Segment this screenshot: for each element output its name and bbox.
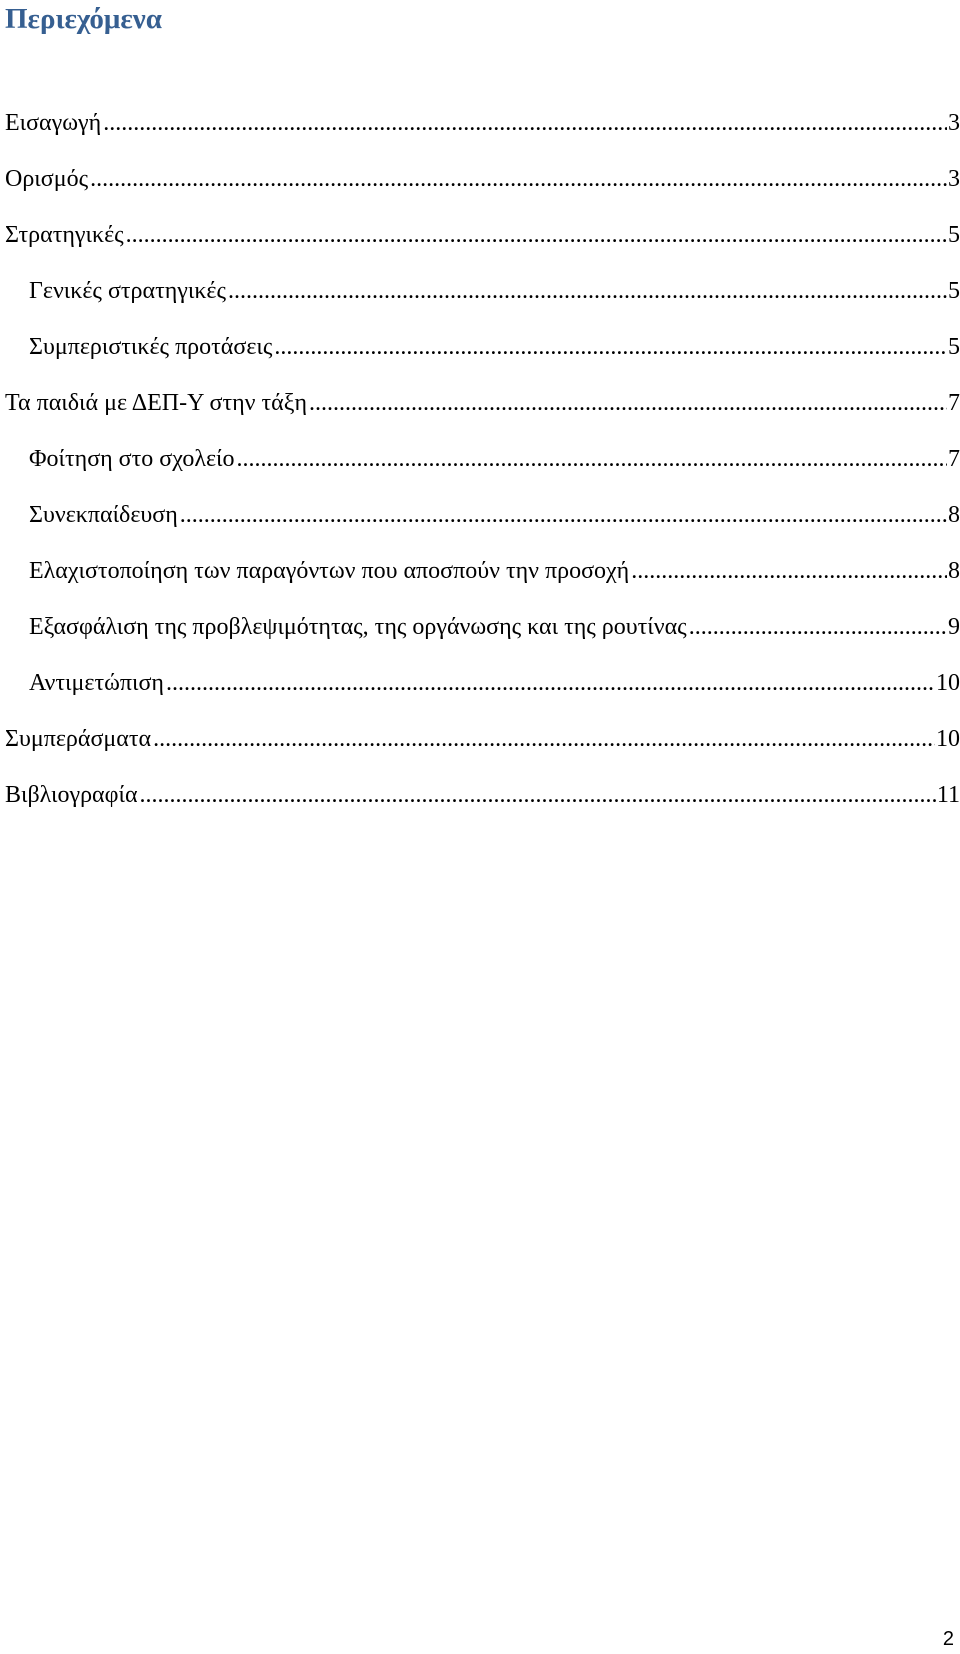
toc-entry-antimetopisi[interactable] [29, 669, 960, 697]
toc-entry-elaxistopoiisi[interactable] [29, 557, 960, 585]
toc-entry-page: 5 [948, 334, 960, 360]
toc-entry-vivliografia[interactable] [5, 781, 960, 809]
toc-entry-label: Εξασφάλιση της προβλεψιμότητας, της οργάνωσης και της ρουτίνας [29, 614, 687, 640]
toc-entry-page: 5 [948, 278, 960, 304]
toc-entry-paidia-stin-taxi[interactable] [5, 389, 960, 417]
page-number: 2 [942, 1628, 954, 1650]
toc-entry-symperistikes-protaseis[interactable] [29, 333, 960, 361]
toc-entry-strategikes[interactable] [5, 221, 960, 249]
toc-dot-leader [631, 557, 947, 585]
toc-entry-page: 9 [948, 614, 960, 640]
toc-entry-foitisi[interactable] [29, 445, 960, 473]
toc-dot-leader [237, 445, 948, 473]
page-title: Περιεχόμενα [5, 3, 162, 35]
toc-entry-page: 11 [936, 782, 960, 808]
toc-entry-page: 3 [948, 166, 960, 192]
toc-entry-page: 10 [936, 726, 960, 752]
toc-dot-leader [103, 109, 947, 137]
toc-entry-label: Βιβλιογραφία [5, 782, 138, 808]
toc-entry-label: Ορισμός [5, 166, 89, 192]
toc-entry-label: Φοίτηση στο σχολείο [29, 446, 235, 472]
toc-entry-label: Συμπεριστικές προτάσεις [29, 334, 273, 360]
toc-entry-page: 7 [948, 390, 960, 416]
toc-entry-synekpaideusi[interactable] [29, 501, 960, 529]
toc-dot-leader [166, 669, 935, 697]
toc-dot-leader [309, 389, 947, 417]
toc-dot-leader [689, 613, 947, 641]
toc-entry-label: Τα παιδιά με ΔΕΠ-Υ στην τάξη [5, 390, 308, 416]
toc-entry-page: 5 [948, 222, 960, 248]
toc-dot-leader [140, 781, 936, 809]
toc-entry-label: Αντιμετώπιση [29, 670, 164, 696]
toc-entry-label: Στρατηγικές [5, 222, 124, 248]
toc-entry-label: Συνεκπαίδευση [29, 502, 178, 528]
toc-entry-page: 10 [936, 670, 960, 696]
toc-entry-eisagogi[interactable] [5, 109, 960, 137]
toc-entry-page: 3 [948, 110, 960, 136]
toc-dot-leader [180, 501, 947, 529]
toc-entry-label: Γενικές στρατηγικές [29, 278, 227, 304]
toc-entry-symperasmata[interactable] [5, 725, 960, 753]
toc-entry-orismos[interactable] [5, 165, 960, 193]
toc-entry-page: 8 [948, 558, 960, 584]
toc-entry-page: 8 [948, 502, 960, 528]
toc-dot-leader [228, 277, 947, 305]
toc-entry-genikes-strategikes[interactable] [29, 277, 960, 305]
toc-dot-leader [153, 725, 935, 753]
toc-entry-label: Ελαχιστοποίηση των παραγόντων που αποσπούν την προσοχή [29, 558, 630, 584]
toc-dot-leader [90, 165, 947, 193]
toc-entry-exasfalisi[interactable] [29, 613, 960, 641]
toc-entry-page: 7 [948, 446, 960, 472]
toc-entry-label: Εισαγωγή [5, 110, 102, 136]
toc-dot-leader [274, 333, 947, 361]
toc-dot-leader [126, 221, 947, 249]
toc-entry-label: Συμπεράσματα [5, 726, 152, 752]
